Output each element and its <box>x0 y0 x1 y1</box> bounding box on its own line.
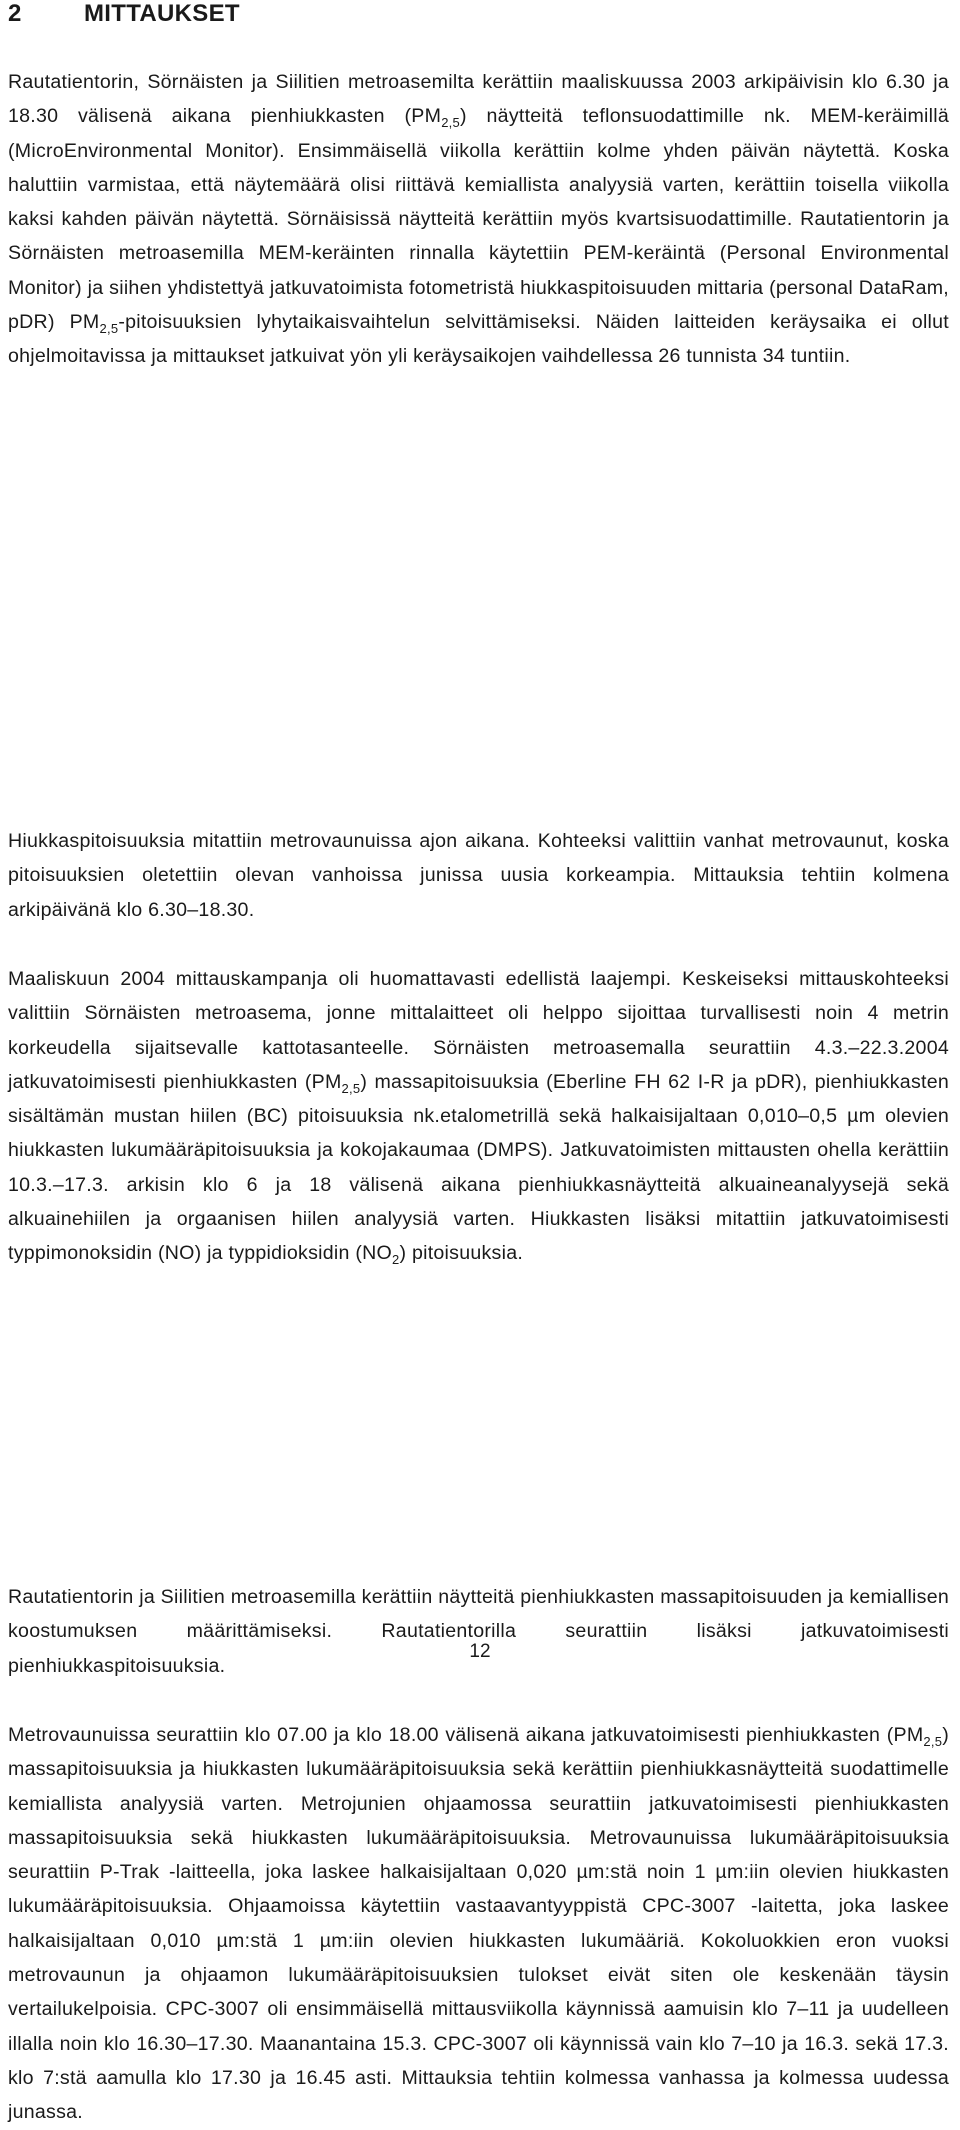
paragraph-text: Rautatientorin, Sörnäisten ja Siilitien metroasemilta kerättiin maaliskuussa 2003 arkipäivisin klo 6.30 ja 18.30 välisenä aikana pienhiukkasten (PM <box>8 71 949 128</box>
section-number: 2 <box>8 0 22 27</box>
subscript: 2 <box>392 1252 400 1268</box>
section-title: MITTAUKSET <box>84 0 240 27</box>
paragraph-other-stations: Rautatientorin ja Siilitien metroasemilla kerättiin näytteitä pienhiukkasten massapitoisuuden ja kemiallisen koostumuksen määrittämiseksi. Rautatientorilla seurattiin lisäksi jatkuvatoimisesti pienhiukkaspitoisuuksia. <box>8 1586 949 1677</box>
paragraph-sampling-2003 <box>8 65 949 374</box>
paragraph-text: -pitoisuuksien lyhytaikaisvaihtelun selvittämiseksi. Näiden laitteiden keräysaika ei ollut ohjelmoitavissa ja mittaukset jatkuivat yön yli keräysaikojen vaihdellessa 26 tunnista 34 tuntiin. <box>8 311 949 368</box>
paragraph-text: ) näytteitä teflonsuodattimille nk. MEM-keräimillä (MicroEnvironmental Monitor). Ensimmäisellä viikolla kerättiin kolme yhden päivän näytettä. Koska haluttiin varmistaa, että näytemäärä olisi riittävä kemiallista analyysiä varten, kerättiin toisella viikolla kaksi kahden päivän näytettä. Sörnäisissä näytteitä kerättiin myös kvartsisuodattimille. Rautatientorin ja Sörnäisten metroasemilla MEM-keräinten rinnalla käytettiin PEM-keräintä (Personal Environmental Monitor) ja siihen yhdistettyä jatkuvatoimista fotometristä hiukkaspitoisuuden mittaria (personal DataRam, pDR) PM <box>8 105 949 334</box>
paragraph-metro-cars: Hiukkaspitoisuuksia mitattiin metrovaunuissa ajon aikana. Kohteeksi valittiin vanhat metrovaunut, koska pitoisuuksien oletettiin olevan vanhoissa junissa uusia korkeampia. Mittauksia tehtiin kolmena arkipäivänä klo 6.30–18.30. <box>8 830 949 921</box>
paragraph-metro-measurements <box>8 1718 949 2130</box>
paragraph-text: Maaliskuun 2004 mittauskampanja oli huomattavasti edellistä laajempi. Keskeiseksi mittauskohteeksi valittiin Sörnäisten metroasema, jonne mittalaitteet oli helppo sijoittaa turvallisesti noin 4 metrin korkeudella sijaitsevalle kattotasanteelle. Sörnäisten metroasemalla seurattiin 4.3.–22.3.2004 jatkuvatoimisesti pienhiukkasten (PM <box>8 968 949 1093</box>
subscript: 2,5 <box>441 115 461 131</box>
paragraph-text: ) massapitoisuuksia ja hiukkasten lukumääräpitoisuuksia sekä kerättiin pienhiukkasnäytteitä suodattimelle kemiallista analyysiä varten. Metrojunien ohjaamossa seurattiin jatkuvatoimisesti pienhiukkasten massapitoisuuksia sekä hiukkasten lukumääräpitoisuuksia. Metrovaunuissa lukumääräpitoisuuksia seurattiin P-Trak -laitteella, joka laskee halkaisijaltaan 0,020 µm:stä noin 1 µm:iin olevien hiukkasten lukumääräpitoisuuksia. Ohjaamoissa käytettiin vastaavantyyppistä CPC-3007 -laitetta, joka laskee halkaisijaltaan 0,010 µm:stä 1 µm:iin olevien hiukkasten lukumääriä. Kokoluokkien eron vuoksi metrovaunun ja ohjaamon lukumääräpitoisuuksien tulokset eivät siten ole keskenään täysin vertailukelpoisia. CPC-3007 oli ensimmäisellä mittausviikolla käynnissä aamuisin klo 7–11 ja uudelleen illalla noin klo 16.30–17.30. Maanantaina 15.3. CPC-3007 oli käynnissä vain klo 7–10 ja 16.3. sekä 17.3. klo 7:stä aamulla klo 17.30 ja 16.45 asti. Mittauksia tehtiin kolmessa vanhassa ja kolmessa uudessa junassa. <box>8 1724 949 2124</box>
paragraph-campaign-2004 <box>8 962 949 1271</box>
subscript: 2,5 <box>341 1080 361 1096</box>
subscript: 2,5 <box>923 1734 943 1749</box>
section-heading <box>8 0 240 28</box>
paragraph-text: ) massapitoisuuksia (Eberline FH 62 I-R ja pDR), pienhiukkasten sisältämän mustan hiilen (BC) pitoisuuksia nk.etalometrillä sekä halkaisijaltaan 0,010–0,5 µm olevien hiukkasten lukumääräpitoisuuksia ja kokojakaumaa (DMPS). Jatkuvatoimisten mittausten ohella kerättiin 10.3.–17.3. arkisin klo 6 ja 18 välisenä aikana pienhiukkasnäytteitä alkuaineanalyysejä sekä alkuainehiilen ja orgaanisen hiilen analyysiä varten. Hiukkasten lisäksi mitattiin jatkuvatoimisesti typpimonoksidin (NO) ja typpidioksidin (NO <box>8 1070 949 1265</box>
subscript: 2,5 <box>99 321 119 337</box>
paragraph-text: Metrovaunuissa seurattiin klo 07.00 ja klo 18.00 välisenä aikana jatkuvatoimisesti pienhiukkasten (PM <box>8 1724 924 1746</box>
page-number: 12 <box>469 1641 491 1662</box>
paragraph-text: ) pitoisuuksia. <box>399 1242 524 1265</box>
